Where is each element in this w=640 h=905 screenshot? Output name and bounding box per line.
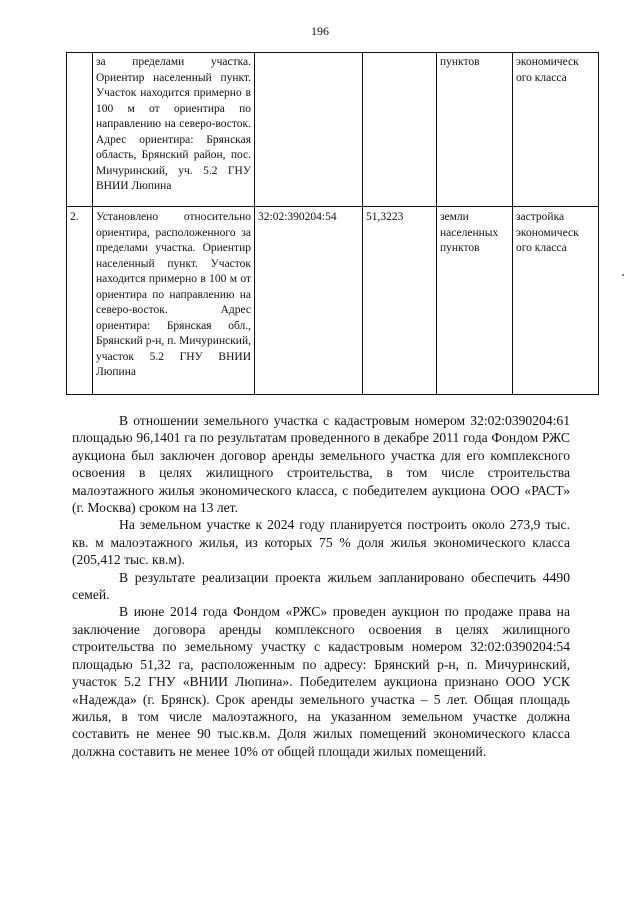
area-cell	[363, 53, 437, 207]
page-number: 196	[311, 24, 329, 38]
cadastral-number-cell	[255, 53, 363, 207]
land-category-cell: земли населенных пунктов	[437, 207, 513, 395]
scan-speck	[622, 274, 624, 276]
table-row	[67, 53, 599, 207]
row-number-cell: 2.	[67, 207, 93, 395]
permitted-use-cell: экономическ ого класса	[513, 53, 599, 207]
table-row	[67, 207, 599, 395]
location-description-cell: за пределами участка. Ориентир населенный пункт. Участок находится примерно в 100 м от ориентира по направлению на северо-восток. Адрес ориентира: Брянская область, Брянский район, пос. Мичуринский, уч. 5.2 ГНУ ВНИИ Люпина	[93, 53, 255, 207]
paragraph: В июне 2014 года Фондом «РЖС» проведен аукцион по продаже права на заключение договора аренды комплексного освоения в целях жилищного строительства по земельному участку с кадастровым номером 32:02:0390204:54 площадью 51,32 га, расположенным по адресу: Брянский р-н, п. Мичуринский, участок 5.2 ГНУ «ВНИИ Люпина». Победителем аукциона признано ООО УСК «Надежда» (г. Брянск). Срок аренды земельного участка – 5 лет. Общая площадь жилья, в том числе малоэтажного, на указанном земельном участке должна составить не менее 90 тыс.кв.м. Доля жилых помещений экономического класса должна составить не менее 10% от общей площади жилых помещений.	[72, 604, 570, 759]
land-plot-table	[66, 52, 599, 395]
permitted-use-cell: застройка экономическ ого класса	[513, 207, 599, 395]
area-cell: 51,3223	[363, 207, 437, 395]
row-number-cell	[67, 53, 93, 207]
body-text	[72, 412, 570, 760]
paragraph: На земельном участке к 2024 году планируется построить около 273,9 тыс. кв. м малоэтажного жилья, из которых 75 % доля жилья экономического класса (205,412 тыс. кв.м).	[72, 517, 570, 568]
paragraph: В результате реализации проекта жильем запланировано обеспечить 4490 семей.	[72, 569, 570, 603]
land-category-cell: пунктов	[437, 53, 513, 207]
cadastral-number-cell: 32:02:390204:54	[255, 207, 363, 395]
paragraph: В отношении земельного участка с кадастровым номером 32:02:0390204:61 площадью 96,1401 га по результатам проведенного в декабре 2011 года Фондом РЖС аукциона был заключен договор аренды земельного участка для его комплексного освоения в целях жилищного строительства, в том числе строительства малоэтажного жилья экономического класса, с победителем аукциона ООО «РАСТ» (г. Москва) сроком на 13 лет.	[72, 413, 570, 516]
location-description-cell: Установлено относительно ориентира, расположенного за пределами участка. Ориентир населенный пункт. Участок находится примерно в 100 м от ориентира по направлению на северо-восток. Адрес ориентира: Брянская обл., Брянский р-н, п. Мичуринский, участок 5.2 ГНУ ВНИИ Люпина	[93, 207, 255, 395]
